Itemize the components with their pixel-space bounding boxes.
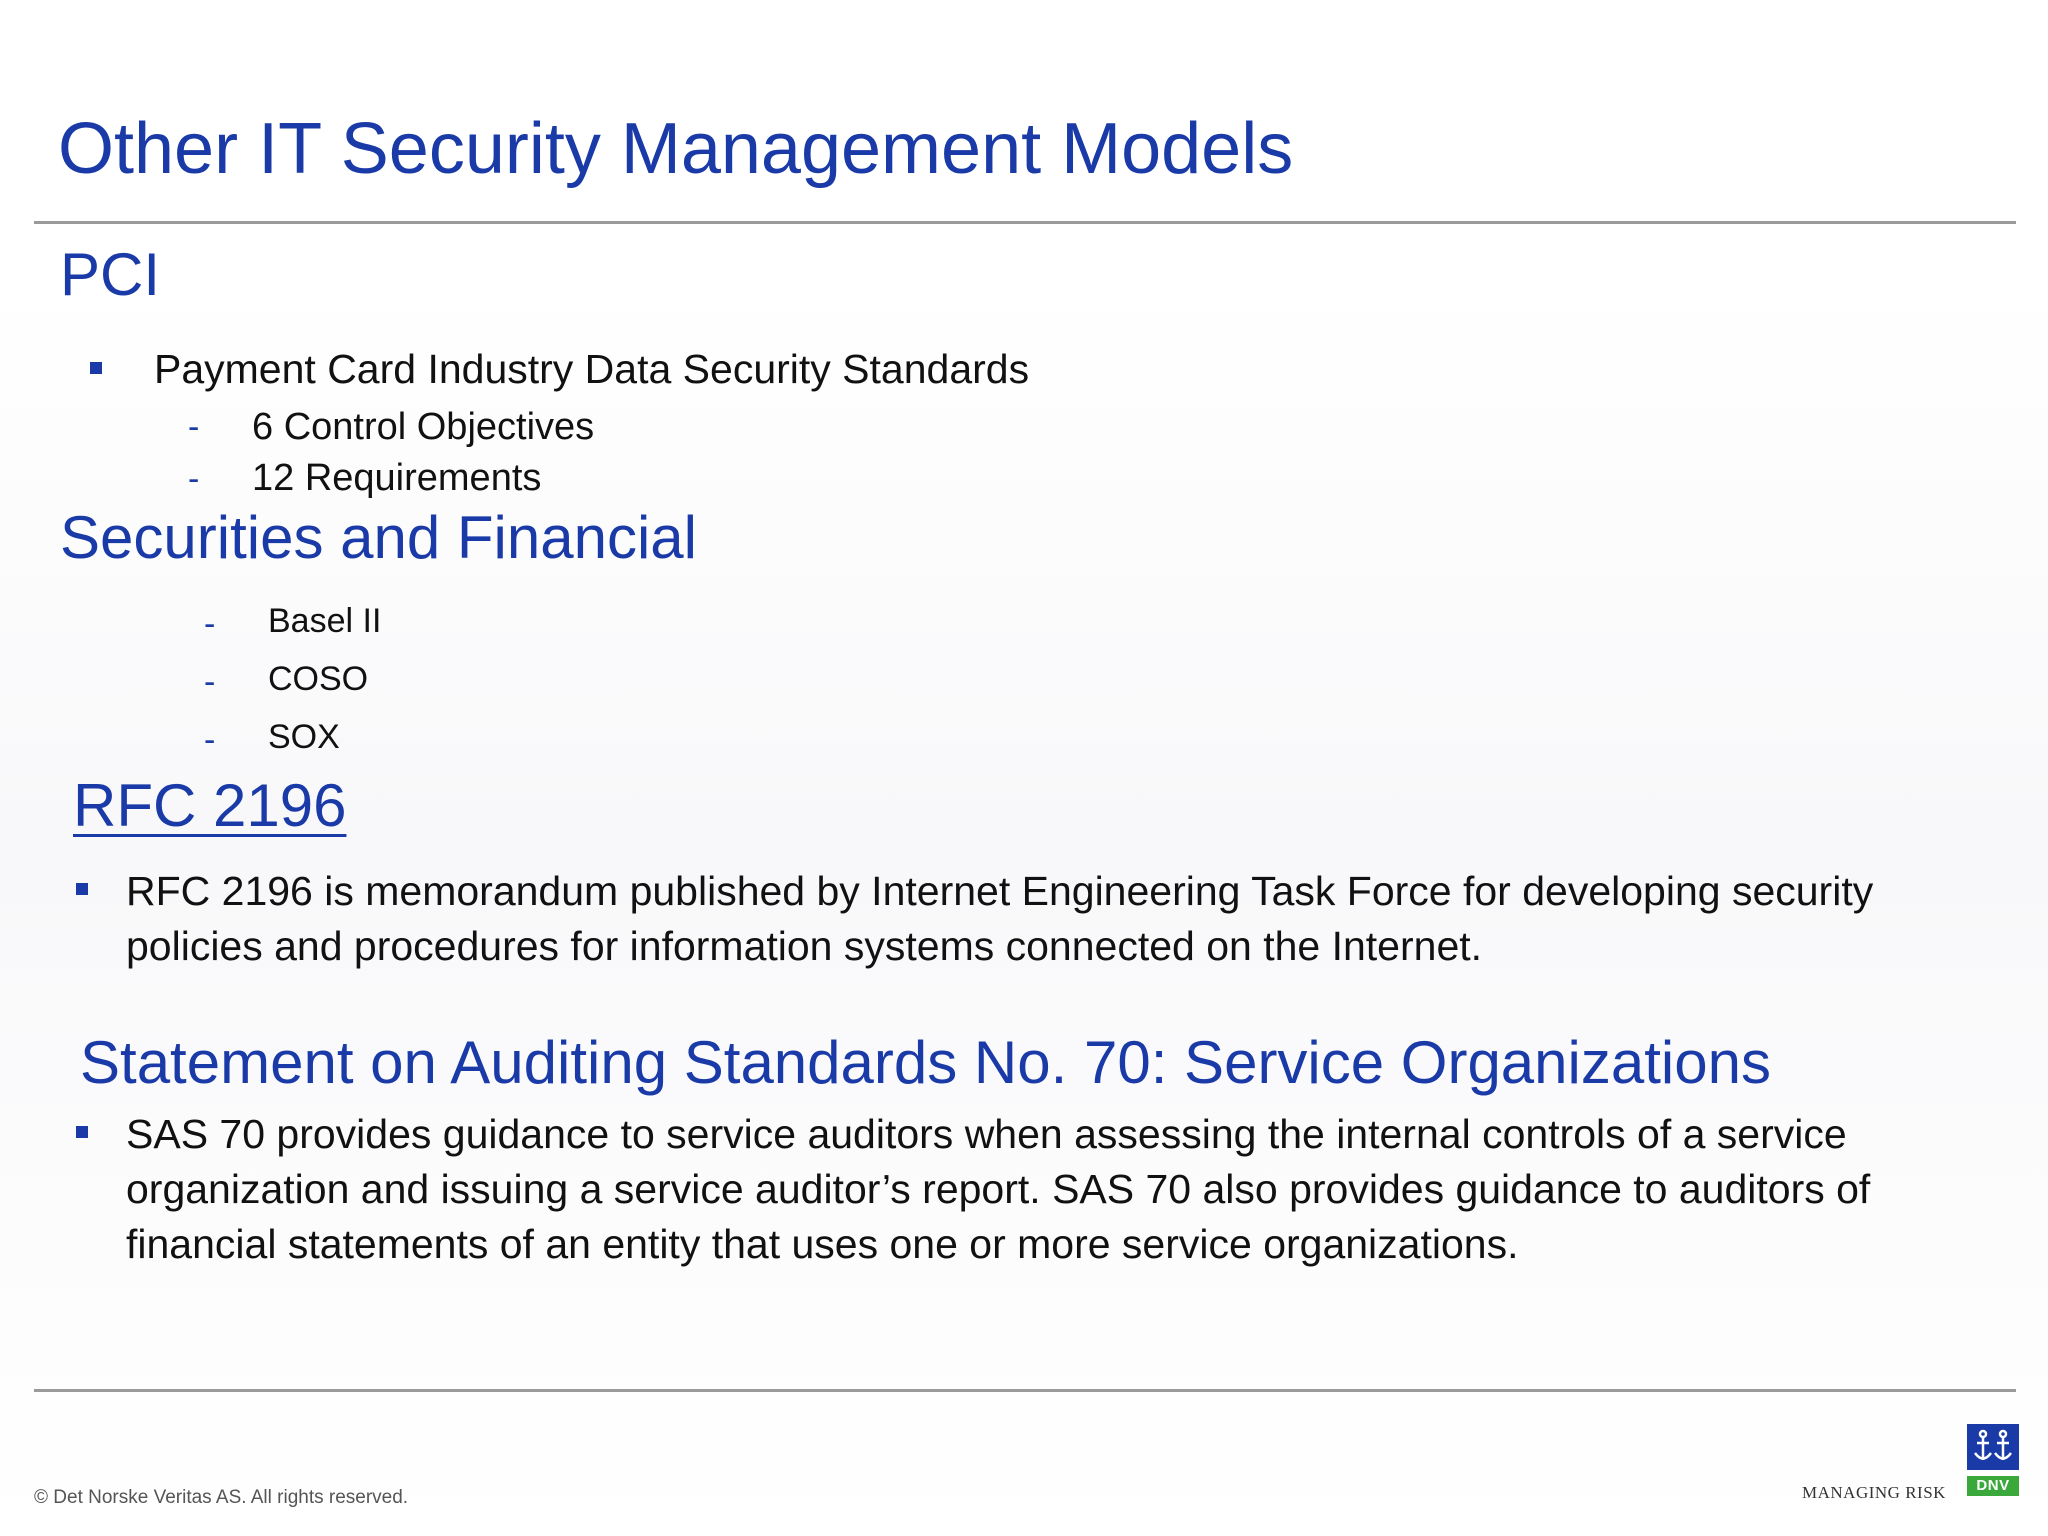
dash-icon: - bbox=[204, 721, 216, 759]
dnv-logo-icon bbox=[1967, 1424, 2019, 1496]
securities-heading: Securities and Financial bbox=[60, 504, 698, 571]
footer-divider bbox=[34, 1389, 2016, 1392]
pci-bullet-text: Payment Card Industry Data Security Standards bbox=[154, 346, 1030, 392]
securities-subitem: SOX bbox=[268, 718, 340, 756]
pci-subitem: 6 Control Objectives bbox=[252, 406, 595, 448]
dash-icon: - bbox=[204, 605, 216, 643]
securities-subitem: COSO bbox=[268, 660, 369, 698]
managing-risk-tagline: MANAGING RISK bbox=[1802, 1483, 1946, 1502]
dnv-emblem-icon bbox=[1967, 1424, 2019, 1470]
sas-heading: Statement on Auditing Standards No. 70: Service Organizations bbox=[80, 1029, 1771, 1096]
securities-subitem: Basel II bbox=[268, 602, 382, 640]
pci-subitem: 12 Requirements bbox=[252, 457, 542, 499]
square-bullet-icon bbox=[76, 1126, 88, 1138]
dash-icon: - bbox=[188, 460, 200, 498]
dnv-logo-text: DNV bbox=[1967, 1476, 2019, 1496]
rfc-bullet-text-line1: RFC 2196 is memorandum published by Internet Engineering Task Force for developing security bbox=[126, 868, 1874, 914]
rfc-heading-link[interactable]: RFC 2196 bbox=[73, 772, 347, 839]
dash-icon: - bbox=[204, 663, 216, 701]
sas-bullet-text-line2: organization and issuing a service auditor’s report. SAS 70 also provides guidance to auditors of bbox=[126, 1166, 1871, 1212]
square-bullet-icon bbox=[90, 362, 102, 374]
sas-bullet-text-line1: SAS 70 provides guidance to service auditors when assessing the internal controls of a service bbox=[126, 1111, 1847, 1157]
title-divider bbox=[34, 221, 2016, 224]
pci-heading: PCI bbox=[60, 241, 161, 308]
sas-bullet-text-line3: financial statements of an entity that uses one or more service organizations. bbox=[126, 1221, 1519, 1267]
rfc-bullet-text-line2: policies and procedures for information systems connected on the Internet. bbox=[126, 923, 1483, 969]
slide-title: Other IT Security Management Models bbox=[58, 109, 1294, 189]
copyright-text: © Det Norske Veritas AS. All rights reserved. bbox=[34, 1487, 409, 1508]
square-bullet-icon bbox=[76, 883, 88, 895]
dash-icon: - bbox=[188, 408, 200, 446]
